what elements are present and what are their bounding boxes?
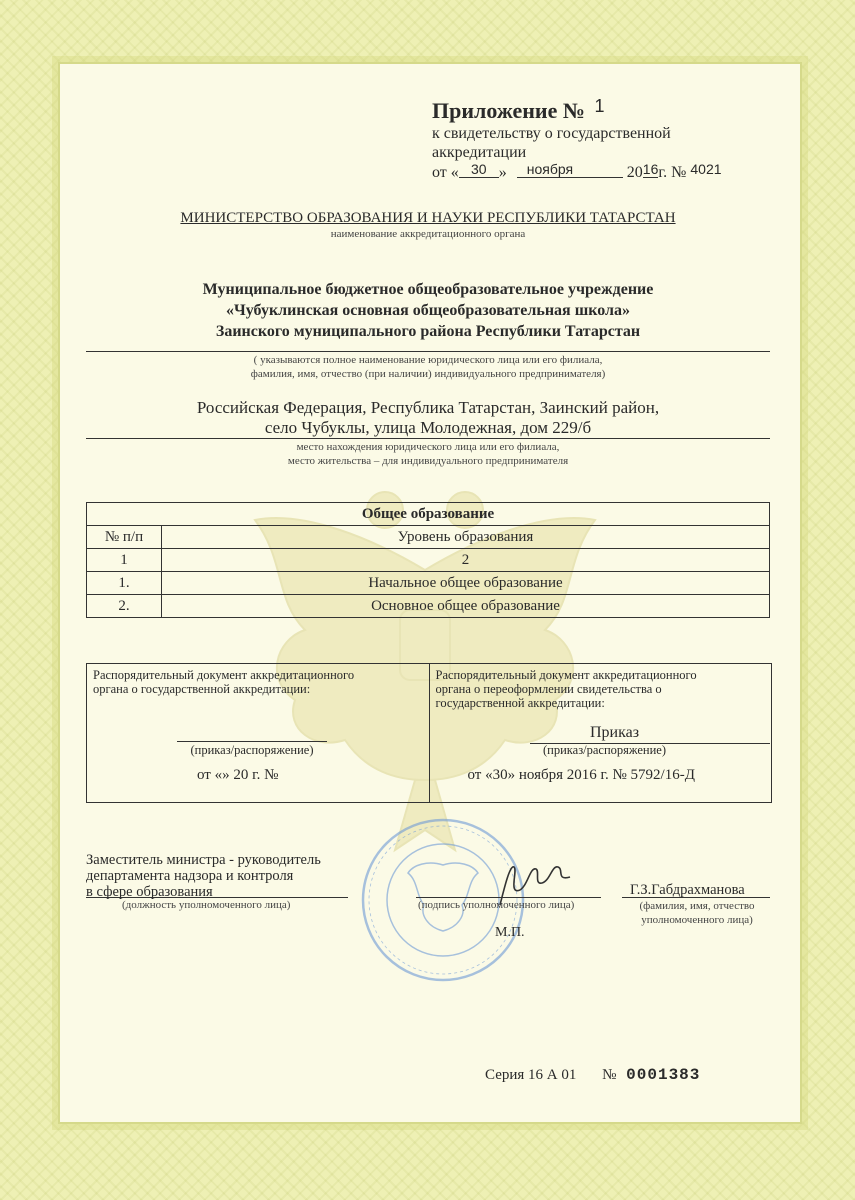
name-caption (622, 899, 772, 927)
organization-line2: «Чубуклинская основная общеобразовательная школа» (226, 302, 630, 319)
row-level: 2 (162, 549, 770, 572)
doc-right-date: от «30» ноября 2016 г. № 5792/16-Д (467, 767, 695, 783)
table-row (87, 595, 770, 618)
authority-caption: наименование аккредитационного органа (330, 228, 526, 240)
appendix-line1: к свидетельству о государственной (432, 125, 671, 142)
address-line2: село Чубуклы, улица Молодежная, дом 229/б (264, 418, 592, 437)
date-quote-close: » (498, 164, 507, 181)
doc-left-date: от «» 20 г. № (197, 767, 279, 783)
column-header-number: № п/п (87, 526, 162, 549)
doc-right-text1: Распорядительный документ аккредитационного (435, 668, 697, 682)
doc-right-text2: органа о переоформлении свидетельства о (435, 682, 662, 696)
authority-block (86, 210, 770, 240)
organization-line3: Заинского муниципального района Республики Татарстан (215, 323, 641, 340)
doc-right-value: Приказ (589, 724, 640, 741)
name-underline (622, 897, 770, 898)
row-number: 2. (87, 595, 162, 618)
row-level: Основное общее образование (162, 595, 770, 618)
organization-caption (86, 353, 770, 381)
address-underline (86, 438, 770, 439)
appendix-date-line (432, 161, 722, 182)
address-caption (86, 440, 770, 468)
appendix-subtitle (432, 124, 671, 162)
date-from-label: от « (432, 164, 459, 181)
appendix-title (432, 98, 604, 124)
address-caption1: место нахождения юридического лица или его филиала, (296, 441, 560, 453)
date-day: 30 (459, 161, 499, 178)
authority-name: МИНИСТЕРСТВО ОБРАЗОВАНИЯ И НАУКИ РЕСПУБЛИКИ ТАТАРСТАН (180, 210, 676, 226)
organization-name (86, 279, 770, 342)
date-year-prefix: 20 (626, 164, 643, 181)
table-header-row (87, 526, 770, 549)
certificate-number: 4021 (690, 161, 722, 177)
row-number: 1. (87, 572, 162, 595)
series-number: 0001383 (626, 1066, 701, 1084)
organization-caption2: фамилия, имя, отчество (при наличии) индивидуального предпринимателя) (250, 368, 606, 380)
address-caption2: место жительства – для индивидуального предпринимателя (287, 455, 569, 467)
doc-left (87, 664, 429, 802)
series-label: Серия 16 А 01 (485, 1067, 577, 1083)
accreditation-documents-box (86, 663, 772, 803)
doc-left-caption: (приказ/распоряжение) (190, 743, 314, 757)
position-line2: департамента надзора и контроля (86, 868, 294, 884)
seal-place-label: М.П. (495, 925, 525, 940)
education-levels-table (86, 502, 770, 618)
position-line3: в сфере образования (86, 884, 213, 900)
row-number: 1 (87, 549, 162, 572)
organization-underline (86, 351, 770, 352)
doc-left-underline (177, 741, 327, 742)
row-level: Начальное общее образование (162, 572, 770, 595)
doc-right-text3: государственной аккредитации: (435, 696, 605, 710)
organization-line1: Муниципальное бюджетное общеобразовательное учреждение (202, 281, 654, 298)
organization-caption1: ( указываются полное наименование юридического лица или его филиала, (253, 354, 603, 366)
appendix-number: 1 (594, 96, 605, 116)
date-month: ноября (517, 161, 623, 178)
address (86, 398, 770, 438)
position-line1: Заместитель министра - руководитель (86, 852, 321, 868)
table-title: Общее образование (87, 503, 770, 526)
name-caption1: (фамилия, имя, отчество (639, 900, 755, 912)
doc-left-text2: органа о государственной аккредитации: (93, 682, 311, 696)
date-year-suffix: 16 (642, 161, 659, 177)
series-line (485, 1066, 700, 1084)
doc-right-caption: (приказ/распоряжение) (542, 743, 667, 757)
signatory-name: Г.З.Габдрахманова (630, 882, 745, 898)
name-caption2: уполномоченного лица) (641, 914, 753, 926)
date-number-label: г. № (658, 164, 687, 181)
signature-caption: (подпись уполномоченного лица) (418, 899, 575, 911)
signature-underline (416, 897, 601, 898)
table-title-row (87, 503, 770, 526)
appendix-title-prefix: Приложение № (432, 98, 585, 123)
position-underline (86, 897, 348, 898)
address-line1: Российская Федерация, Республика Татарстан, Заинский район, (196, 398, 660, 417)
column-header-level: Уровень образования (162, 526, 770, 549)
position-caption: (должность уполномоченного лица) (122, 899, 291, 911)
table-row (87, 572, 770, 595)
doc-right (429, 664, 772, 802)
doc-left-text1: Распорядительный документ аккредитационного (93, 668, 355, 682)
signatory-position (86, 852, 321, 900)
series-number-label: № (602, 1067, 617, 1083)
table-row (87, 549, 770, 572)
appendix-line2: аккредитации (432, 144, 527, 161)
